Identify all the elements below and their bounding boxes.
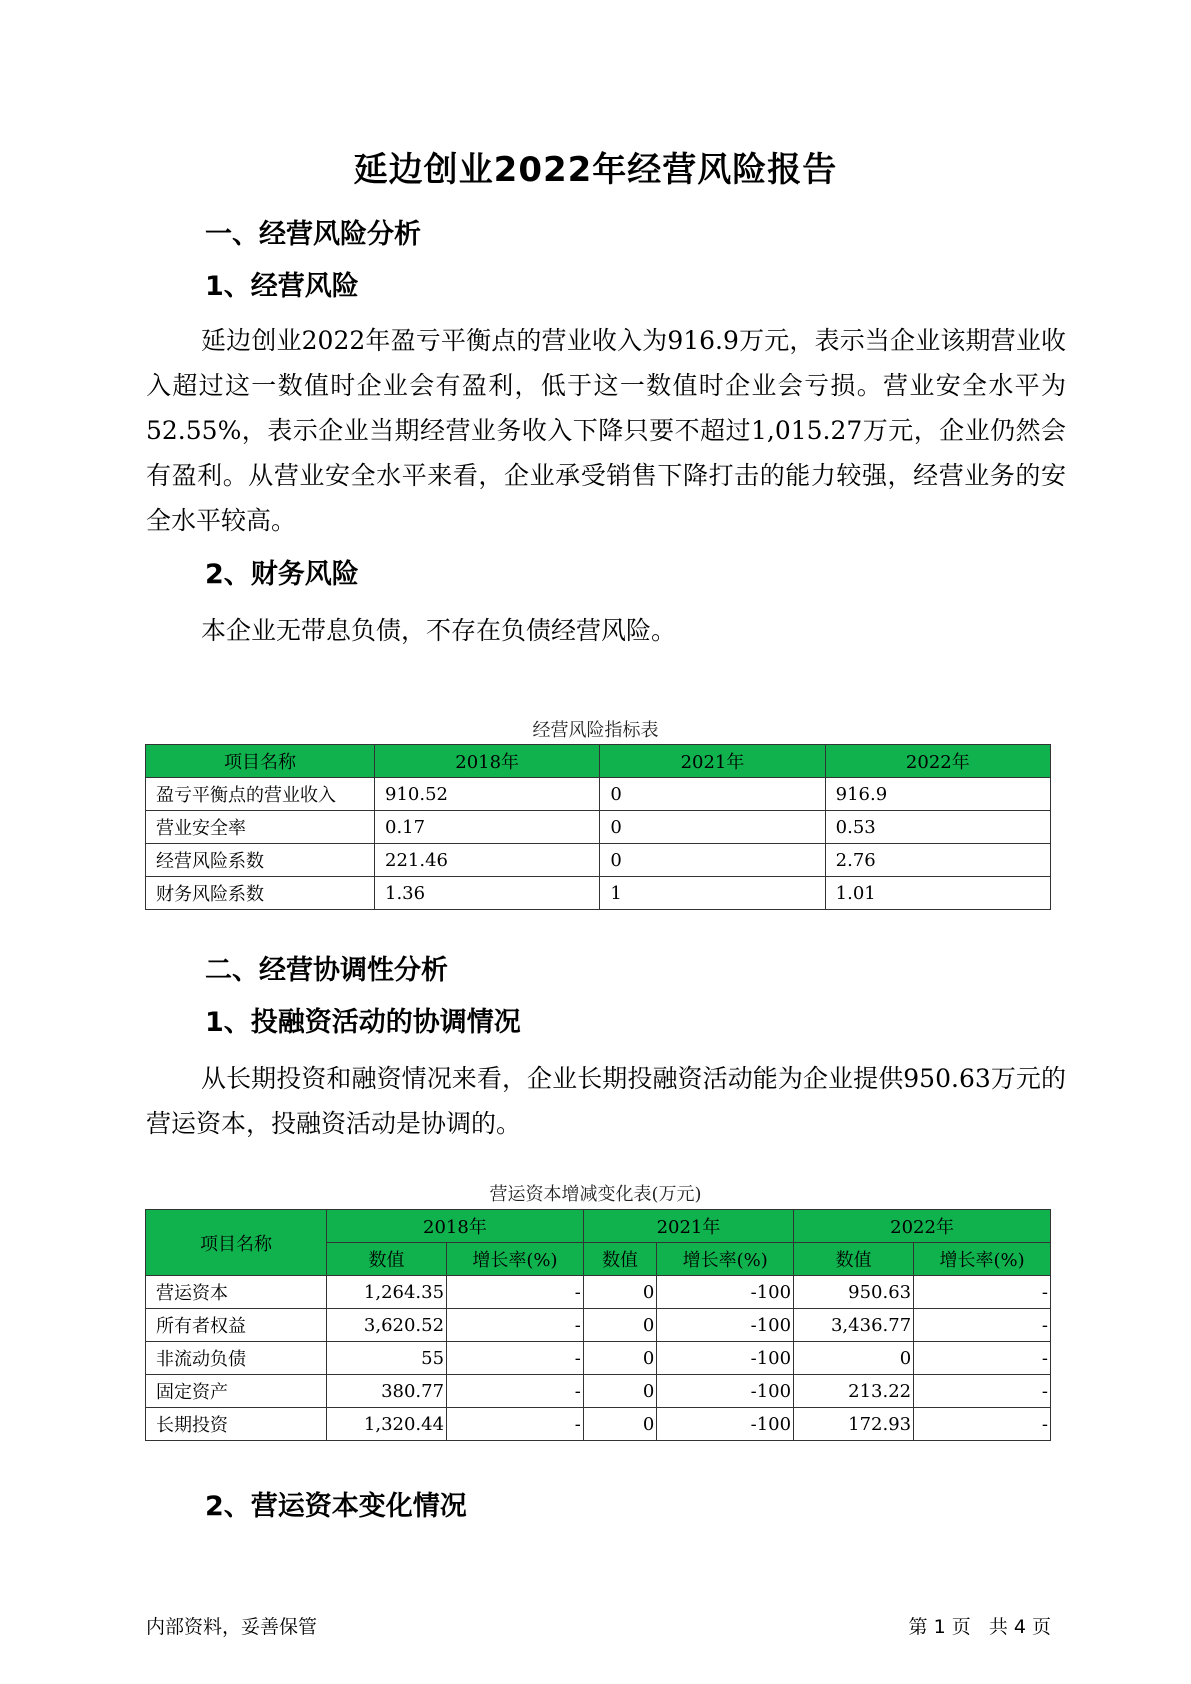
table-header-cell: 增长率(%) [657,1243,794,1276]
table-cell: - [447,1375,584,1408]
table-cell: 3,620.52 [327,1309,447,1342]
table-cell: 3,436.77 [794,1309,914,1342]
table1-caption: 经营风险指标表 [532,720,659,741]
footer-confidential-note: 内部资料，妥善保管 [146,1616,318,1638]
table-cell: - [914,1375,1051,1408]
table-row [146,1375,1051,1408]
table-cell: 2.76 [825,844,1050,877]
operating-risk-indicator-table [145,744,1051,910]
table-cell: 916.9 [825,778,1050,811]
paragraph-financial-risk [146,608,1066,653]
table-cell: 盈亏平衡点的营业收入 [146,778,375,811]
table-cell: 0 [600,844,825,877]
table-header-cell: 2021年 [583,1210,793,1243]
table-cell: -100 [657,1309,794,1342]
table-cell: 0 [583,1309,656,1342]
table-cell: 910.52 [375,778,600,811]
table-header-cell: 增长率(%) [447,1243,584,1276]
table-cell: - [914,1342,1051,1375]
table2-caption: 营运资本增减变化表(万元) [489,1184,702,1205]
section-heading-1: 一、经营风险分析 [205,219,421,250]
table-cell: - [447,1408,584,1441]
table-row [146,1342,1051,1375]
table-header-cell: 2021年 [600,745,825,778]
table-cell: 213.22 [794,1375,914,1408]
table-cell: 172.93 [794,1408,914,1441]
section-heading-2: 二、经营协调性分析 [205,955,448,986]
table-cell: - [447,1342,584,1375]
table-cell: -100 [657,1276,794,1309]
paragraph-text: 延边创业2022年盈亏平衡点的营业收入为916.9万元，表示当企业该期营业收入超过这一数值时企业会有盈利，低于这一数值时企业会亏损。营业安全水平为52.55%，表示企业当期经营业务收入下降只要不超过1,015.27万元，企业仍然会有盈利。从营业安全水平来看，企业承受销售下降打击的能力较强，经营业务的安全水平较高。 [146,326,1066,535]
table-cell: 营运资本 [146,1276,327,1309]
table-cell: - [447,1309,584,1342]
table-header-cell: 2022年 [794,1210,1051,1243]
subsection-heading-investment-financing: 1、投融资活动的协调情况 [205,1007,521,1038]
table-cell: 0.17 [375,811,600,844]
table-cell: 1,264.35 [327,1276,447,1309]
table-cell: 1 [600,877,825,910]
table-row [146,811,1051,844]
table-cell: 0 [583,1375,656,1408]
table-cell: 非流动负债 [146,1342,327,1375]
table-row [146,877,1051,910]
table-cell: 经营风险系数 [146,844,375,877]
table-cell: 950.63 [794,1276,914,1309]
table-header-cell: 2018年 [327,1210,584,1243]
table-row [146,1276,1051,1309]
table-cell: 固定资产 [146,1375,327,1408]
table-cell: 0 [600,778,825,811]
table-header-cell: 项目名称 [146,745,375,778]
table-cell: 1,320.44 [327,1408,447,1441]
table-cell: 0 [583,1408,656,1441]
table-cell: 0 [583,1276,656,1309]
table-cell: - [447,1276,584,1309]
table-cell: -100 [657,1408,794,1441]
page-title: 延边创业2022年经营风险报告 [353,150,838,190]
table-header-cell: 增长率(%) [914,1243,1051,1276]
table-cell: - [914,1276,1051,1309]
table-header-cell: 2022年 [825,745,1050,778]
table-cell: 1.01 [825,877,1050,910]
table-header-cell: 数值 [327,1243,447,1276]
paragraph-operating-risk [146,318,1066,543]
table-cell: - [914,1309,1051,1342]
table-row [146,1309,1051,1342]
table-cell: 0 [600,811,825,844]
subsection-heading-working-capital: 2、营运资本变化情况 [205,1491,467,1522]
table-cell: 55 [327,1342,447,1375]
table-cell: 0 [583,1342,656,1375]
table-header-cell: 2018年 [375,745,600,778]
table-header-cell: 项目名称 [146,1210,327,1276]
table-cell: 财务风险系数 [146,877,375,910]
table-row [146,844,1051,877]
table-cell: 0.53 [825,811,1050,844]
table-cell: 0 [794,1342,914,1375]
table-row [146,778,1051,811]
table-cell: 1.36 [375,877,600,910]
subsection-heading-financial-risk: 2、财务风险 [205,559,359,590]
table-header-row [146,745,1051,778]
table-row [146,1408,1051,1441]
table-cell: 所有者权益 [146,1309,327,1342]
table-header-row [146,1210,1051,1243]
table-cell: 380.77 [327,1375,447,1408]
table-cell: -100 [657,1342,794,1375]
footer-page-number: 第 1 页 共 4 页 [908,1616,1051,1638]
table-header-cell: 数值 [794,1243,914,1276]
table-cell: 营业安全率 [146,811,375,844]
paragraph-text: 本企业无带息负债，不存在负债经营风险。 [201,616,677,645]
table-cell: -100 [657,1375,794,1408]
table-header-cell: 数值 [583,1243,656,1276]
paragraph-investment-financing [146,1056,1066,1146]
table-cell: - [914,1408,1051,1441]
working-capital-change-table [145,1209,1051,1441]
table-cell: 221.46 [375,844,600,877]
table-cell: 长期投资 [146,1408,327,1441]
subsection-heading-operating-risk: 1、经营风险 [205,271,359,302]
paragraph-text: 从长期投资和融资情况来看，企业长期投融资活动能为企业提供950.63万元的营运资本，投融资活动是协调的。 [146,1064,1066,1138]
